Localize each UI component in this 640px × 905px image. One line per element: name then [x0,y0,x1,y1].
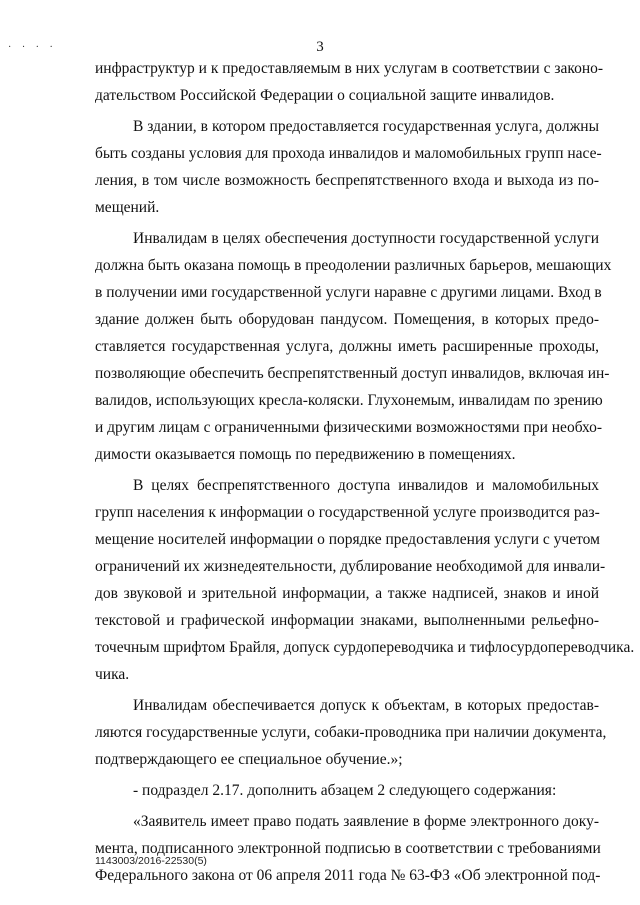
text-line: групп населения к информации о государственной услуге производится раз- [95,504,600,521]
text-line: мещений. [95,199,160,216]
text-line: Инвалидам обеспечивается допуск к объектам, в которых предостав- [133,697,599,714]
text-line: быть созданы условия для прохода инвалидов и маломобильных групп насе- [95,145,602,162]
text-line: ляются государственные услуги, собаки-проводника при наличии документа, [95,724,607,741]
text-line: ставляется государственная услуга, должны иметь расширенные проходы, [95,338,599,355]
text-line: и другим лицам с ограниченными физическими возможностями при необхо- [95,419,603,436]
text-line: дов звуковой и зрительной информации, а также надписей, знаков и иной [95,585,599,602]
text-line: мента, подписанного электронной подписью в соответствии с требованиями [95,840,601,857]
text-line: димости оказывается помощь по передвижению в помещениях. [95,446,516,463]
text-line: подтверждающего ее специальное обучение.»; [95,751,403,768]
text-line: чика. [95,666,130,683]
document-code: 1143003/2016-22530(5) [95,855,207,867]
text-line: ления, в том числе возможность беспрепятственного входа и выхода из по- [95,172,599,189]
text-line: валидов, использующих кресла-коляски. Глухонемым, инвалидам по зрению [95,392,603,409]
text-line: «Заявитель имеет право подать заявление в форме электронного доку- [133,813,599,830]
text-line: В целях беспрепятственного доступа инвалидов и маломобильных [133,477,599,494]
text-line: В здании, в котором предоставляется государственная услуга, должны [133,118,599,135]
text-line: - подраздел 2.17. дополнить абзацем 2 следующего содержания: [133,782,557,799]
page-number: 3 [316,39,324,55]
text-line: Федерального закона от 06 апреля 2011 года № 63-ФЗ «Об электронной под- [95,867,601,884]
text-line: позволяющие обеспечить беспрепятственный доступ инвалидов, включая ин- [95,365,610,382]
text-line: точечным шрифтом Брайля, допуск сурдопереводчика и тифлосурдопереводчика. [95,639,635,656]
text-line: мещение носителей информации о порядке предоставления услуги с учетом [95,531,600,548]
text-line: Инвалидам в целях обеспечения доступности государственной услуги [133,230,599,247]
text-line: ограничений их жизнедеятельности, дублирование необходимой для инвали- [95,558,606,575]
text-line: здание должен быть оборудован пандусом. Помещения, в которых предо- [95,311,599,328]
text-line: дательством Российской Федерации о социальной защите инвалидов. [95,87,555,104]
text-line: должна быть оказана помощь в преодолении различных барьеров, мешающих [95,257,612,274]
text-line: инфраструктур и к предоставляемым в них услугам в соответствии с законо- [95,60,604,77]
text-line: текстовой и графической информации знаками, выполненными рельефно- [95,612,599,629]
scan-marks: · · · · [8,42,57,53]
text-line: в получении ими государственной услуги наравне с другими лицами. Вход в [95,284,602,301]
